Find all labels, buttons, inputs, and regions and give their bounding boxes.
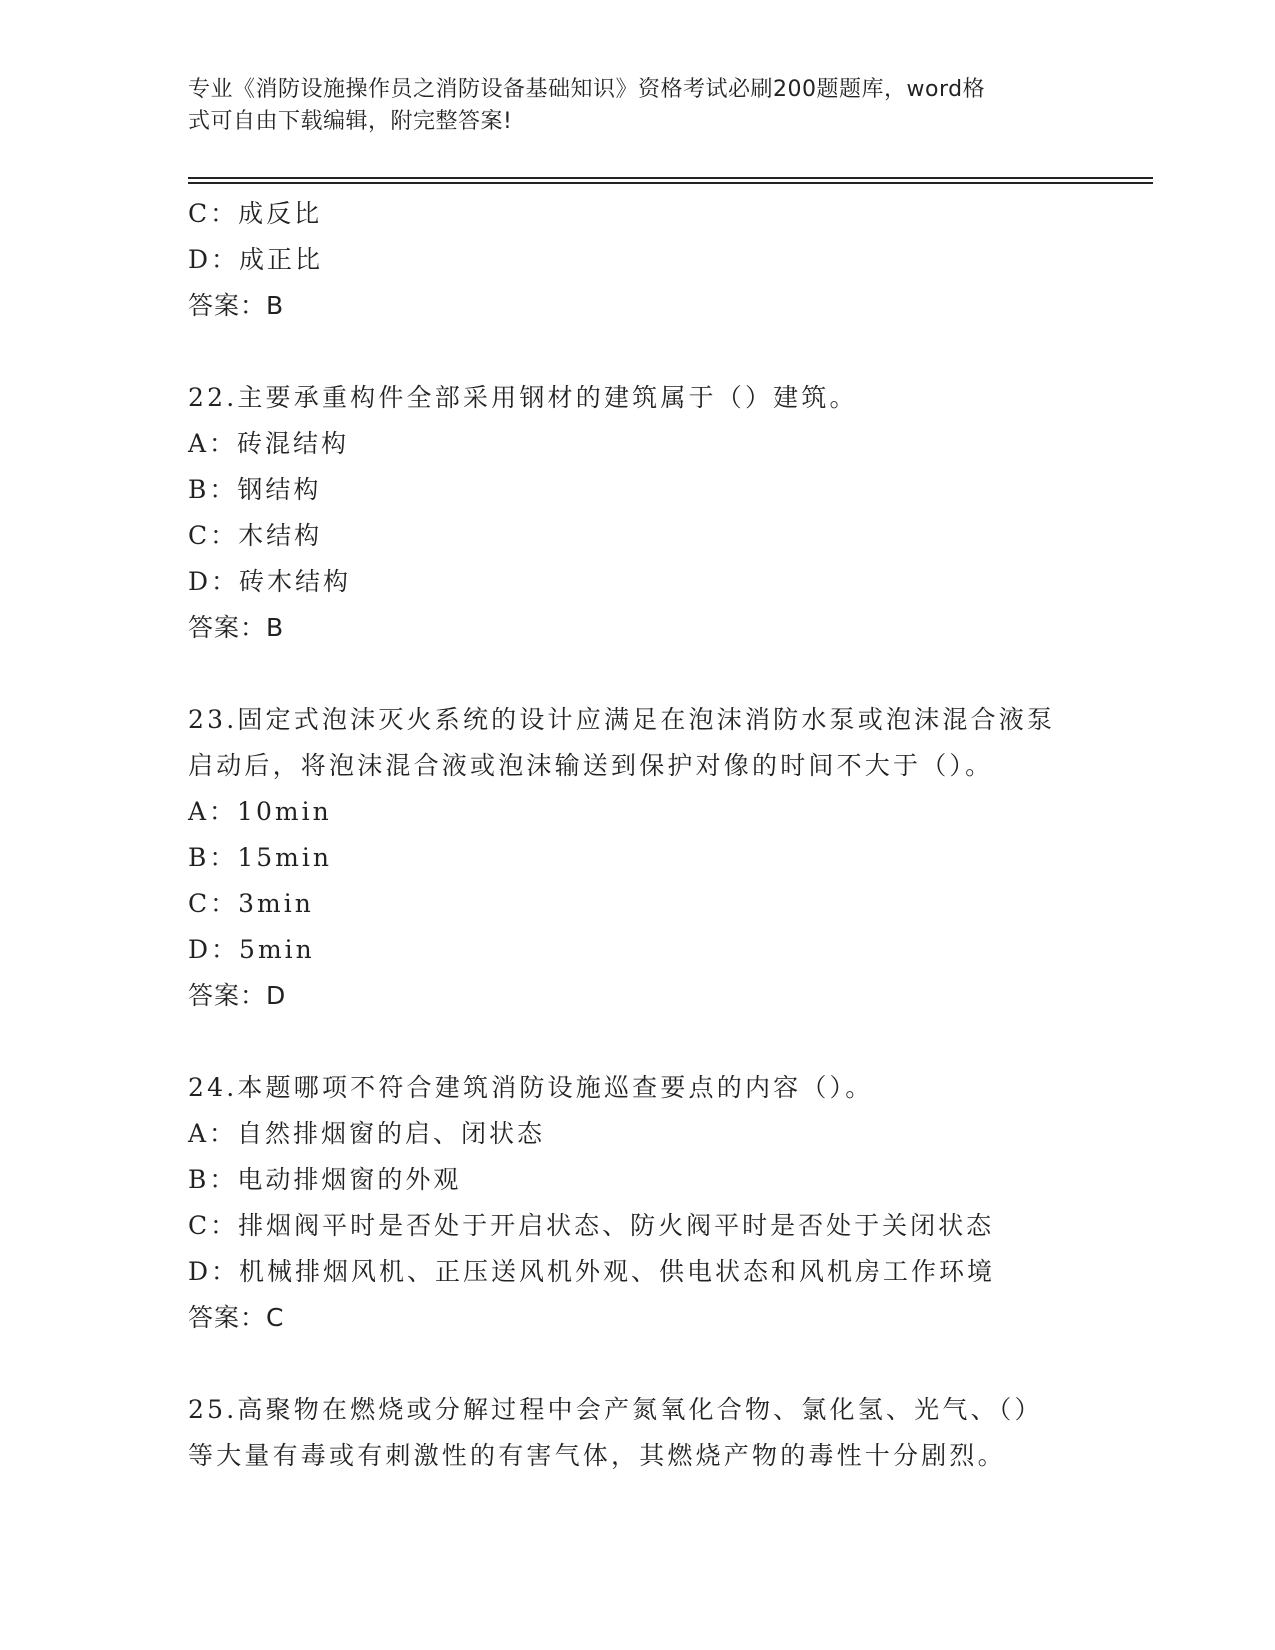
question-stem: 24.本题哪项不符合建筑消防设施巡查要点的内容（）。	[188, 1073, 874, 1102]
question-block-21	[188, 191, 1088, 329]
header-divider-top	[188, 177, 1153, 179]
option-b: B：电动排烟窗的外观	[188, 1165, 462, 1194]
answer-line: 答案：D	[188, 981, 287, 1010]
question-block-24	[188, 1065, 1088, 1341]
option-c: C：排烟阀平时是否处于开启状态、防火阀平时是否处于关闭状态	[188, 1211, 995, 1240]
option-d: D：砖木结构	[188, 567, 352, 596]
question-stem: 22.主要承重构件全部采用钢材的建筑属于（）建筑。	[188, 383, 858, 412]
answer-line: 答案：B	[188, 613, 285, 642]
option-c: C：木结构	[188, 521, 323, 550]
question-block-23	[188, 697, 1088, 1019]
question-block-22	[188, 375, 1088, 651]
question-stem: 23.固定式泡沫灭火系统的设计应满足在泡沫消防水泵或泡沫混合液泵	[188, 705, 1056, 734]
option-a: A：砖混结构	[188, 429, 350, 458]
question-stem-continued: 等大量有毒或有刺激性的有害气体，其燃烧产物的毒性十分剧烈。	[188, 1441, 1006, 1470]
option-b: B：钢结构	[188, 475, 322, 504]
answer-line: 答案：B	[188, 291, 285, 320]
question-stem: 25.高聚物在燃烧或分解过程中会产氮氧化合物、氯化氢、光气、（）	[188, 1395, 1043, 1424]
option-b: B：15min	[188, 843, 332, 872]
question-list	[188, 191, 1088, 1479]
option-d: D：机械排烟风机、正压送风机外观、供电状态和风机房工作环境	[188, 1257, 996, 1286]
option-a: A：10min	[188, 797, 332, 826]
question-block-25	[188, 1387, 1088, 1479]
question-stem-continued: 启动后，将泡沫混合液或泡沫输送到保护对像的时间不大于（）。	[188, 751, 994, 780]
header-line-1: 专业《消防设施操作员之消防设备基础知识》资格考试必刷200题题库，word格	[188, 77, 986, 102]
option-c: C：3min	[188, 889, 314, 918]
option-c: C：成反比	[188, 199, 323, 228]
header-line-2: 式可自由下载编辑，附完整答案!	[188, 109, 513, 134]
option-d: D：5min	[188, 935, 315, 964]
option-a: A：自然排烟窗的启、闭状态	[188, 1119, 546, 1148]
document-header	[188, 74, 1088, 138]
header-divider-bottom	[188, 182, 1153, 184]
option-d: D：成正比	[188, 245, 324, 274]
answer-line: 答案：C	[188, 1303, 285, 1332]
